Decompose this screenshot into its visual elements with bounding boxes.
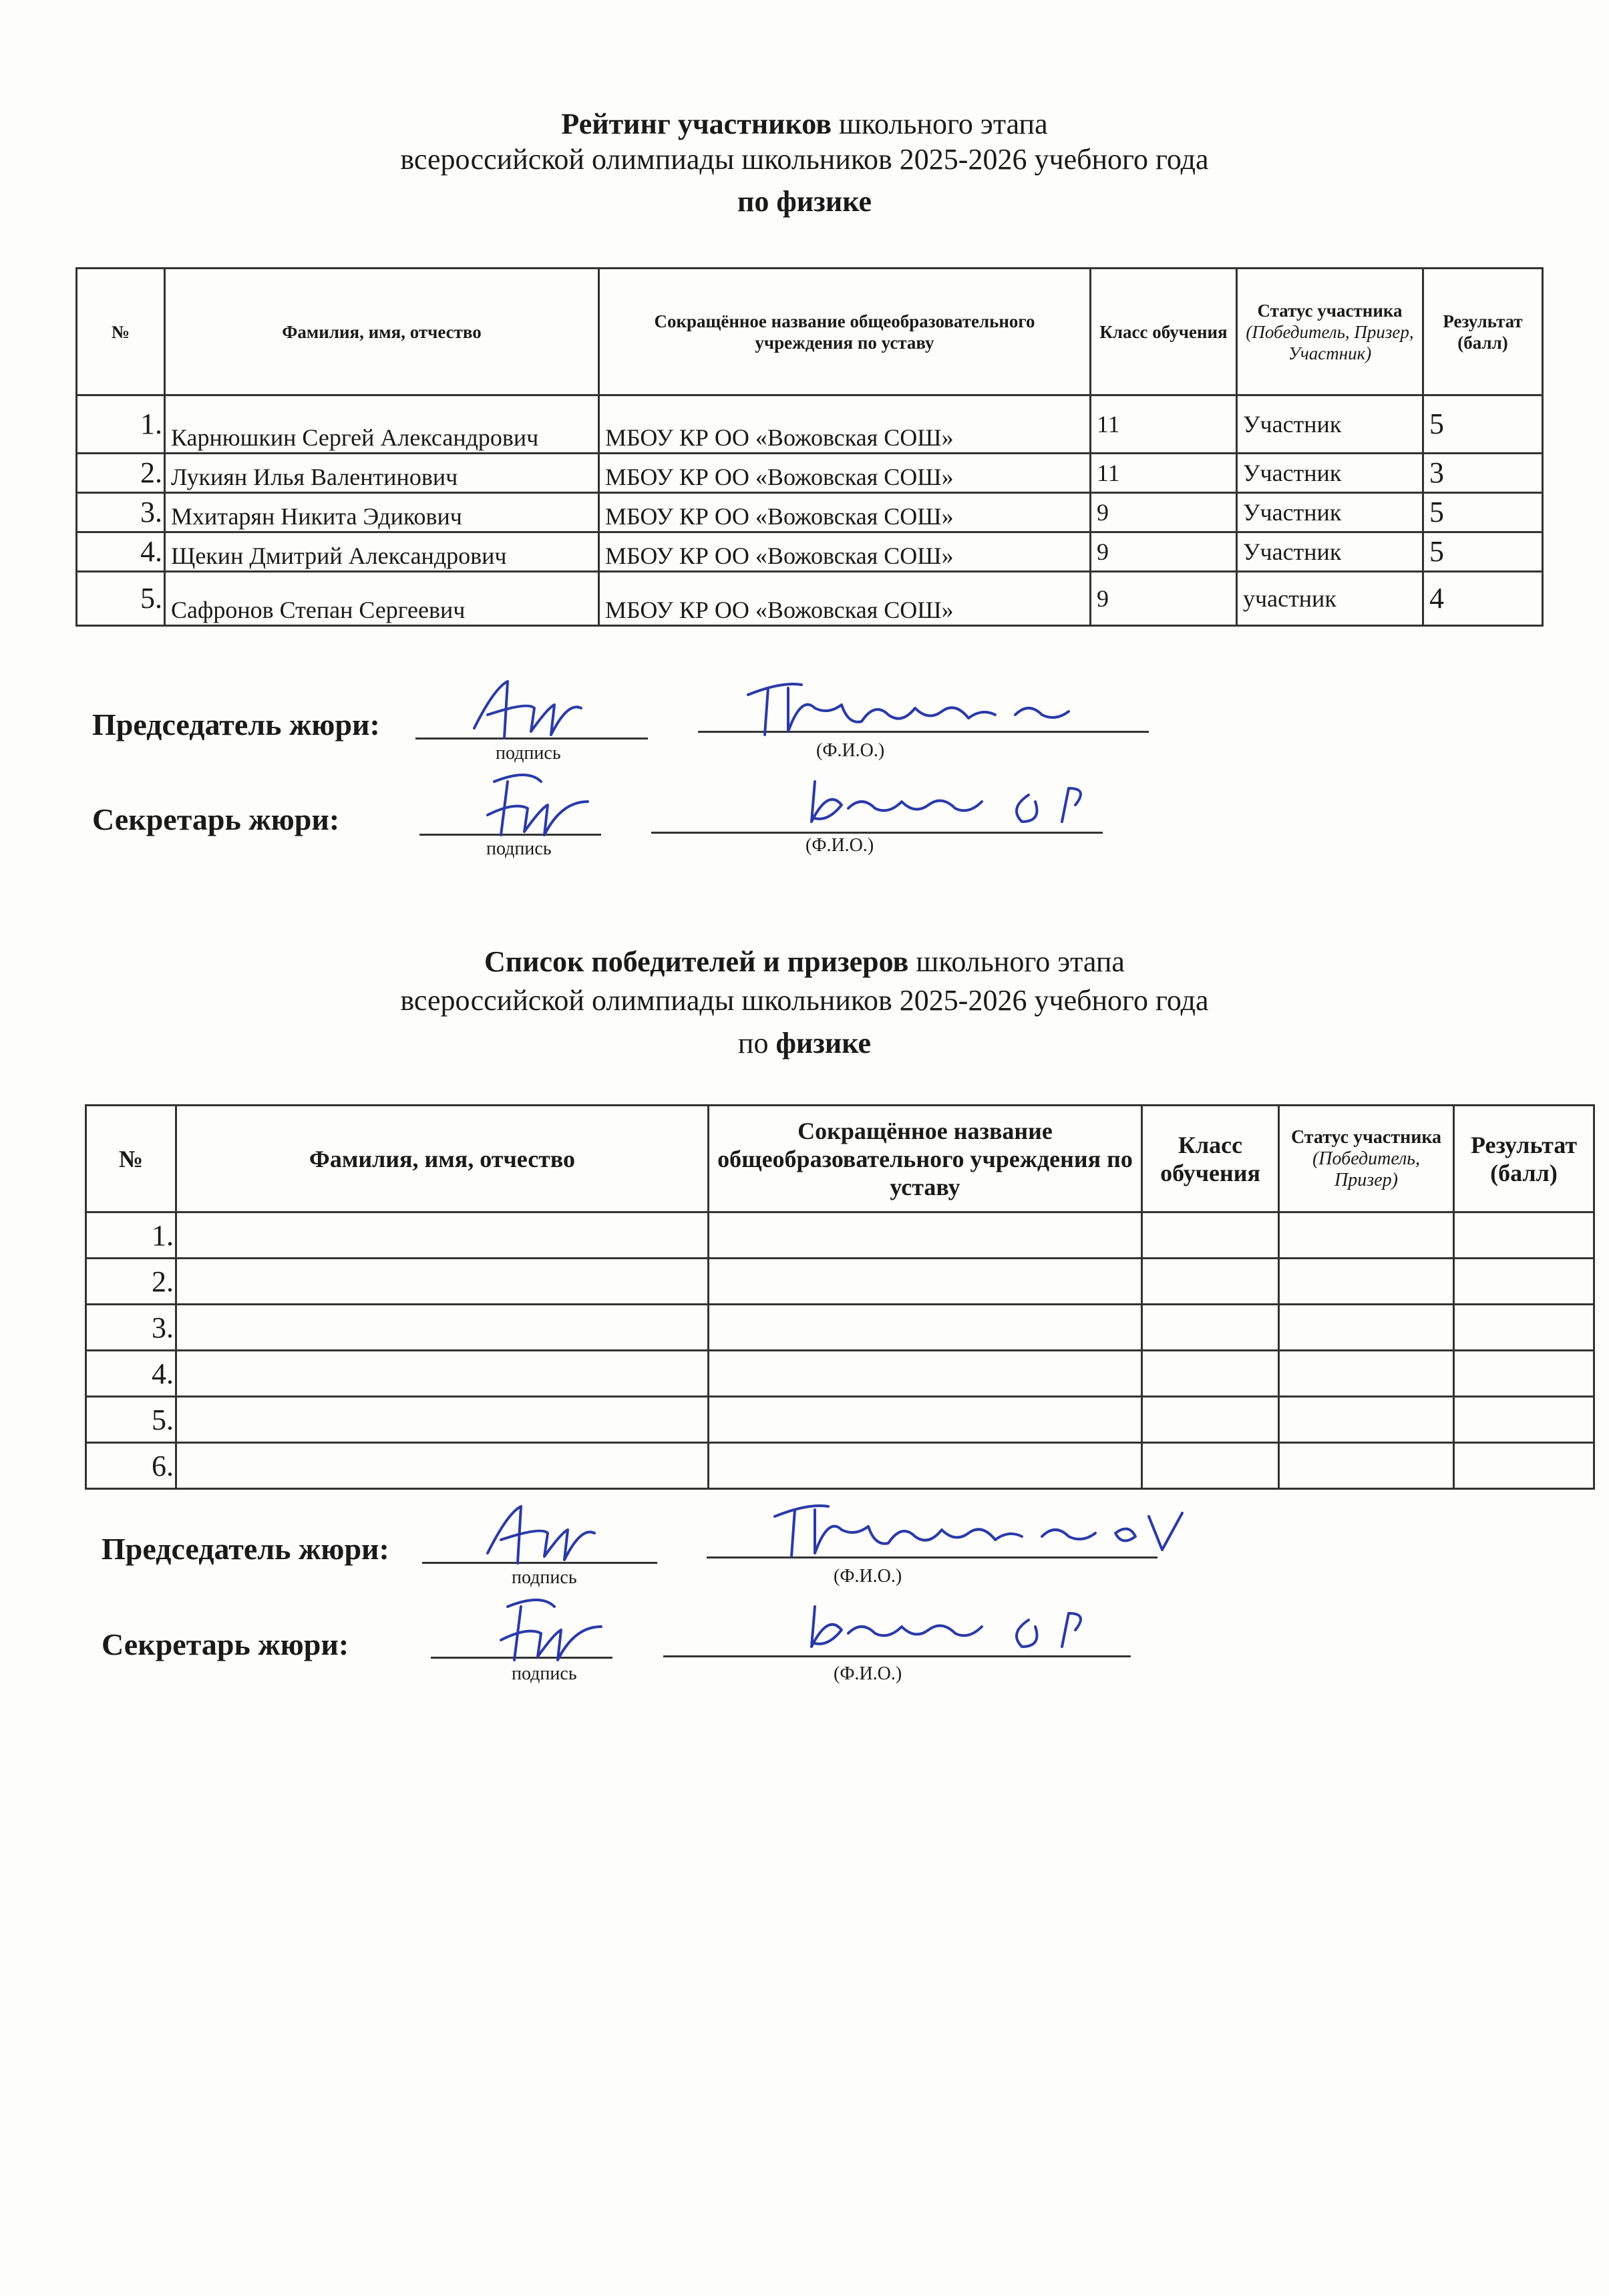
winners-header-row (86, 1106, 1594, 1212)
cell-grade: 11 (1091, 395, 1237, 454)
cell-fio (176, 1397, 709, 1443)
fio-caption: (Ф.И.О.) (834, 1663, 902, 1684)
fio-caption: (Ф.И.О.) (806, 835, 874, 856)
secretary-label: Секретарь жюри: (92, 802, 340, 836)
winners-subtitle: всероссийской олимпиады школьников 2025-2026 учебного года (400, 984, 1209, 1017)
cell-school (709, 1305, 1142, 1351)
cell-result: 3 (1423, 454, 1543, 493)
cell-result (1454, 1351, 1594, 1397)
cell-num: 2. (86, 1259, 176, 1305)
header-status-hint: (Победитель, Призер, Участник) (1246, 321, 1414, 363)
secretary-signature (468, 768, 601, 848)
chair-signature-2 (481, 1500, 601, 1573)
cell-school: МБОУ КР ОО «Вожовская СОШ» (599, 572, 1091, 626)
table-row (86, 1397, 1594, 1443)
header-fio: Фамилия, имя, отчество (176, 1106, 709, 1212)
cell-result (1454, 1259, 1594, 1305)
cell-result: 4 (1423, 572, 1543, 626)
cell-status: участник (1237, 572, 1423, 626)
header-school: Сокращённое название общеобразовательного учреждения по уставу (599, 269, 1091, 395)
table-row (86, 1212, 1594, 1259)
cell-result: 5 (1423, 395, 1543, 454)
cell-fio: Лукиян Илья Валентинович (165, 454, 599, 493)
rating-title-bold: Рейтинг участников (561, 108, 832, 140)
winners-title-rest: школьного этапа (908, 945, 1125, 978)
cell-result (1454, 1443, 1594, 1489)
cell-status (1279, 1351, 1454, 1397)
header-status (1237, 269, 1423, 395)
header-result: Результат (балл) (1454, 1106, 1594, 1212)
winners-subject (0, 1026, 1609, 1061)
table-row (86, 1443, 1594, 1489)
table-row (86, 1259, 1594, 1305)
cell-school: МБОУ КР ОО «Вожовская СОШ» (599, 395, 1091, 454)
fio-caption: (Ф.И.О.) (816, 740, 885, 761)
cell-fio (176, 1305, 709, 1351)
cell-num: 1. (77, 395, 165, 454)
cell-result: 5 (1423, 493, 1543, 532)
cell-status: Участник (1237, 532, 1423, 572)
cell-status: Участник (1237, 454, 1423, 493)
sign-caption: подпись (512, 1567, 577, 1588)
cell-grade (1142, 1397, 1279, 1443)
secretary-fio-handwritten (801, 768, 1109, 835)
rating-title-rest: школьного этапа (831, 108, 1048, 140)
winners-subject-name: физике (775, 1027, 872, 1059)
winners-title-bold: Список победителей и призеров (484, 945, 909, 978)
cell-fio (176, 1443, 709, 1489)
cell-grade: 9 (1091, 493, 1237, 532)
cell-fio: Сафронов Степан Сергеевич (165, 572, 599, 626)
cell-school (709, 1443, 1142, 1489)
chair-fio-handwritten (741, 675, 1089, 742)
winners-subject-prefix: по (737, 1027, 776, 1059)
cell-school (709, 1212, 1142, 1259)
cell-status (1279, 1397, 1454, 1443)
header-grade: Класс обучения (1142, 1106, 1279, 1212)
cell-school (709, 1351, 1142, 1397)
header-status-label: Статус участника (1257, 300, 1403, 321)
cell-grade: 11 (1091, 454, 1237, 493)
cell-num: 6. (86, 1443, 176, 1489)
chair-label-2: Председатель жюри: (102, 1532, 389, 1566)
header-status-hint: (Победитель, Призер) (1312, 1148, 1421, 1190)
cell-result (1454, 1212, 1594, 1259)
cell-num: 5. (77, 572, 165, 626)
table-row (77, 454, 1543, 493)
table-row (77, 532, 1543, 572)
header-grade: Класс обучения (1091, 269, 1237, 395)
cell-grade (1142, 1443, 1279, 1489)
cell-num: 4. (86, 1351, 176, 1397)
cell-fio (176, 1259, 709, 1305)
cell-school: МБОУ КР ОО «Вожовская СОШ» (599, 493, 1091, 532)
cell-num: 5. (86, 1397, 176, 1443)
table-row (86, 1305, 1594, 1351)
cell-num: 2. (77, 454, 165, 493)
cell-grade (1142, 1212, 1279, 1259)
chair-label: Председатель жюри: (92, 707, 380, 742)
cell-result: 5 (1423, 532, 1543, 572)
cell-status (1279, 1305, 1454, 1351)
cell-status: Участник (1237, 493, 1423, 532)
secretary-label-2: Секретарь жюри: (102, 1627, 349, 1661)
cell-grade (1142, 1305, 1279, 1351)
table-row (77, 572, 1543, 626)
cell-fio: Мхитарян Никита Эдикович (165, 493, 599, 532)
cell-fio: Карнюшкин Сергей Александрович (165, 395, 599, 454)
secretary-fio-handwritten-2 (801, 1593, 1109, 1660)
header-num: № (77, 269, 165, 395)
header-fio: Фамилия, имя, отчество (165, 269, 599, 395)
sign-caption: подпись (486, 838, 552, 859)
cell-fio (176, 1212, 709, 1259)
table-row (77, 493, 1543, 532)
rating-subtitle: всероссийской олимпиады школьников 2025-2026 учебного года (400, 143, 1209, 176)
cell-grade: 9 (1091, 572, 1237, 626)
cell-num: 1. (86, 1212, 176, 1259)
header-result: Результат (балл) (1423, 269, 1543, 395)
rating-title (0, 107, 1609, 142)
winners-table (85, 1104, 1595, 1490)
cell-fio (176, 1351, 709, 1397)
cell-status (1279, 1443, 1454, 1489)
header-school: Сокращённое название общеобразовательного учреждения по уставу (709, 1106, 1142, 1212)
rating-subject: по физике (737, 185, 872, 218)
cell-status: Участник (1237, 395, 1423, 454)
header-num: № (86, 1106, 176, 1212)
cell-status (1279, 1259, 1454, 1305)
sign-caption: подпись (496, 743, 561, 764)
cell-num: 3. (77, 493, 165, 532)
cell-result (1454, 1397, 1594, 1443)
cell-result (1454, 1305, 1594, 1351)
secretary-signature-2 (481, 1593, 614, 1673)
cell-grade (1142, 1259, 1279, 1305)
rating-table (75, 267, 1544, 627)
rating-header-row (77, 269, 1543, 395)
cell-school (709, 1259, 1142, 1305)
cell-school (709, 1397, 1142, 1443)
table-row (86, 1351, 1594, 1397)
header-status-label: Статус участника (1290, 1126, 1442, 1148)
header-status (1279, 1106, 1454, 1212)
cell-grade (1142, 1351, 1279, 1397)
cell-fio: Щекин Дмитрий Александрович (165, 532, 599, 572)
winners-title (0, 945, 1609, 979)
table-row (77, 395, 1543, 454)
cell-num: 4. (77, 532, 165, 572)
fio-caption: (Ф.И.О.) (834, 1566, 902, 1587)
cell-grade: 9 (1091, 532, 1237, 572)
cell-status (1279, 1212, 1454, 1259)
chair-fio-handwritten-2 (768, 1496, 1196, 1563)
cell-num: 3. (86, 1305, 176, 1351)
chair-signature (468, 675, 588, 748)
cell-school: МБОУ КР ОО «Вожовская СОШ» (599, 454, 1091, 493)
sign-caption: подпись (512, 1663, 577, 1684)
cell-school: МБОУ КР ОО «Вожовская СОШ» (599, 532, 1091, 572)
